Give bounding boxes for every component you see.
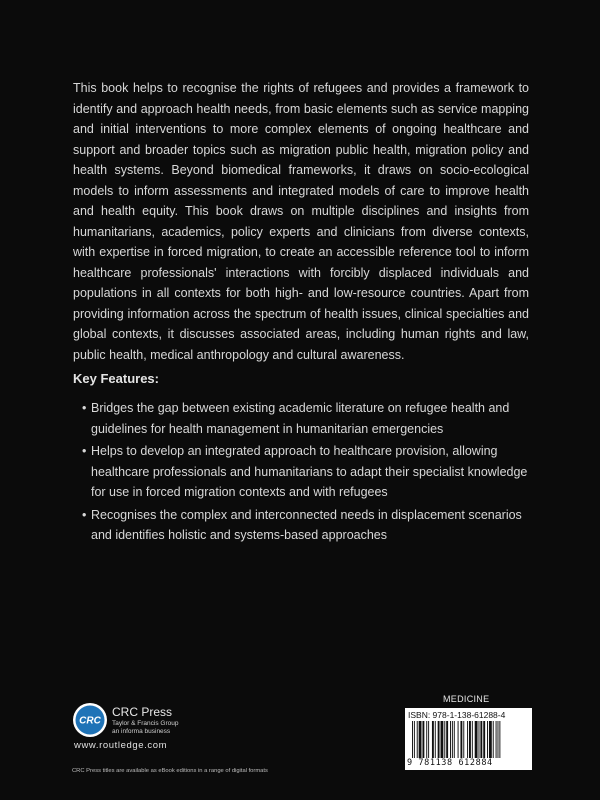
- barcode-label: [405, 708, 532, 770]
- barcode-bar: [428, 721, 429, 758]
- isbn-text: ISBN: 978-1-138-61288-4: [408, 710, 506, 720]
- barcode-number: 9 781138 612884: [407, 758, 493, 768]
- barcode-bar: [412, 721, 413, 758]
- bullet-icon: •: [82, 401, 87, 415]
- list-item: [82, 441, 534, 503]
- barcode-bar: [450, 721, 451, 758]
- barcode-bar: [441, 721, 444, 758]
- barcode-bar: [479, 721, 480, 758]
- barcode-bar: [480, 721, 482, 758]
- barcode-bar: [444, 721, 445, 758]
- barcode-icon: [412, 721, 526, 758]
- barcode-bar: [499, 721, 500, 758]
- bullet-icon: •: [82, 507, 87, 522]
- barcode-bar: [454, 721, 455, 758]
- barcode-bar: [419, 721, 422, 758]
- barcode-bar: [435, 721, 436, 758]
- barcode-bar: [452, 721, 453, 758]
- barcode-bar: [422, 721, 424, 758]
- publisher-website[interactable]: www.routledge.com: [74, 740, 168, 751]
- publisher-name: CRC Press: [112, 705, 173, 719]
- feature-text: Helps to develop an integrated approach to healthcare provision, allowing healthcare professionals and humanitarians to adapt their specialist knowledge for use in forced migration contexts and with refugees: [91, 444, 528, 499]
- barcode-bar: [463, 721, 464, 758]
- barcode-bar: [432, 721, 434, 758]
- barcode-bar: [438, 721, 440, 758]
- list-item: [82, 505, 534, 546]
- barcode-bar: [460, 721, 462, 758]
- barcode-bar: [426, 721, 427, 758]
- key-features-heading: Key Features:: [73, 371, 159, 386]
- barcode-bar: [467, 721, 468, 758]
- publisher-group: Taylor & Francis Group: [112, 720, 179, 727]
- barcode-bar: [414, 721, 415, 758]
- barcode-bar: [458, 721, 459, 758]
- key-features-list: [82, 398, 534, 548]
- feature-text: Bridges the gap between existing academic literature on refugee health and guidelines for health management in humanitarian emergencies: [91, 401, 510, 436]
- barcode-bar: [475, 721, 478, 758]
- ebook-note: CRC Press titles are available as eBook editions in a range of digital formats: [72, 768, 268, 774]
- barcode-bar: [446, 721, 448, 758]
- barcode-bar: [472, 721, 473, 758]
- barcode-bar: [483, 721, 485, 758]
- barcode-bar: [469, 721, 471, 758]
- barcode-bar: [417, 721, 418, 758]
- barcode-bar: [489, 721, 492, 758]
- book-description: This book helps to recognise the rights of refugees and provides a framework to identify and approach health needs, from basic elements such as service mapping and initial interventions to more complex elements of ongoing healthcare and support and broader topics such as migration public health, migration policy and health systems. Beyond biomedical frameworks, it draws on socio-ecological models to inform assessments and integrated models of care to improve health and health equity. This book draws on multiple disciplines and insights from humanitarians, academics, policy experts and clinicians from diverse contexts, with expertise in forced migration, to create an accessible reference tool to inform healthcare professionals' interactions with forcibly displaced individuals and populations in all contexts for both high- and low-resource countries. Apart from providing information across the spectrum of health issues, clinical specialties and global contexts, it discusses associated areas, including human rights and law, public health, medical anthropology and cultural awareness.: [73, 81, 529, 362]
- subject-category: MEDICINE: [443, 694, 490, 704]
- barcode-bar: [493, 721, 494, 758]
- bullet-icon: •: [82, 444, 87, 458]
- crc-press-logo-icon: [72, 702, 108, 738]
- barcode-bar: [496, 721, 497, 758]
- barcode-bar: [498, 721, 499, 758]
- barcode-bar: [487, 721, 488, 758]
- list-item: [82, 398, 534, 439]
- feature-text: Recognises the complex and interconnected needs in displacement scenarios and identifies holistic and systems-based approaches: [91, 507, 522, 542]
- publisher-tagline: an informa business: [112, 728, 171, 735]
- logo-text: CRC: [79, 715, 101, 727]
